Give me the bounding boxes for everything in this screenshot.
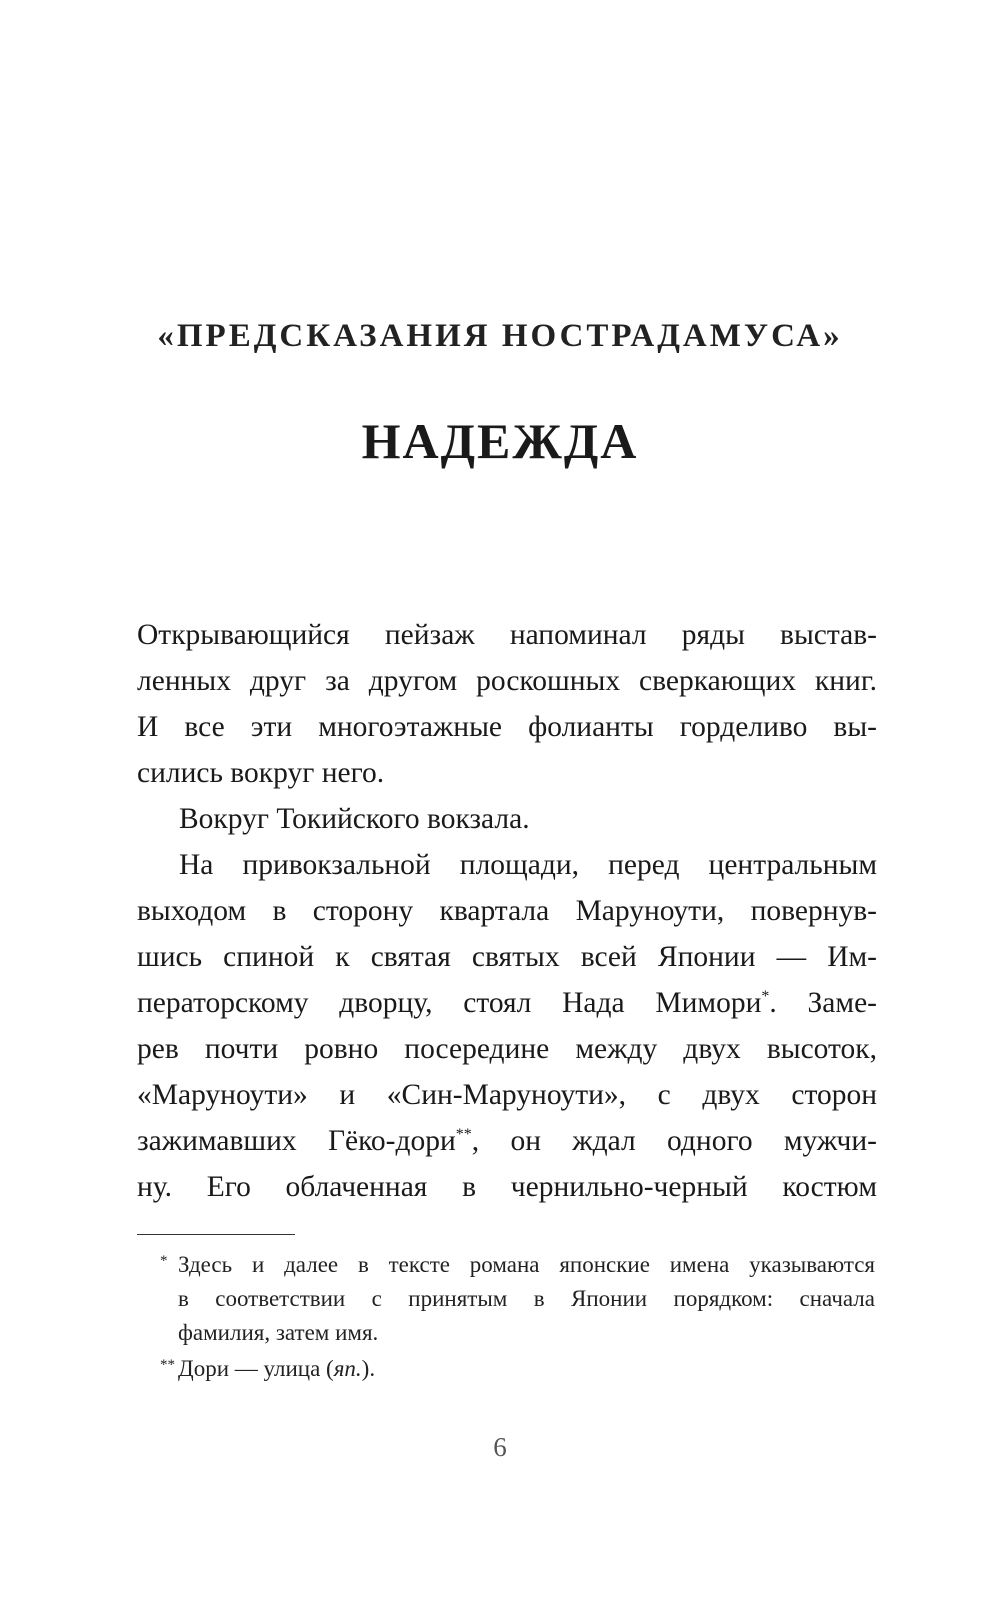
body-line: И все эти многоэтажные фолианты горделиво вы- bbox=[137, 711, 877, 743]
footnote-line: в соответствии с принятым в Японии порядком: сначала bbox=[178, 1286, 875, 1311]
footnotes bbox=[160, 1248, 875, 1386]
footnote-divider bbox=[137, 1234, 295, 1235]
body-line: ну. Его облаченная в чернильно-черный костюм bbox=[137, 1171, 877, 1203]
body-line: шись спиной к святая святых всей Японии — Им- bbox=[137, 941, 877, 973]
footnote-italic: яп. bbox=[333, 1356, 362, 1381]
footnote-text: ). bbox=[361, 1356, 376, 1381]
chapter-title: НАДЕЖДА bbox=[361, 413, 639, 469]
footnote-1 bbox=[160, 1248, 875, 1350]
footnote-mark: * bbox=[160, 1253, 168, 1269]
footnote-line: Здесь и далее в тексте романа японские имена указываются bbox=[178, 1252, 875, 1277]
body-line: На привокзальной площади, перед центральным bbox=[179, 849, 877, 881]
body-line: сились вокруг него. bbox=[137, 757, 385, 789]
body-line-part: зажимавших Гёко-дори bbox=[137, 1125, 456, 1157]
body-line: рев почти ровно посередине между двух высоток, bbox=[137, 1033, 877, 1065]
body-line-with-footnote bbox=[137, 980, 877, 1026]
footnote-line: фамилия, затем имя. bbox=[178, 1320, 379, 1345]
body-line-part: , он ждал одного мужчи- bbox=[471, 1125, 877, 1157]
body-text bbox=[137, 612, 877, 1210]
body-line: ленных друг за другом роскошных сверкающих книг. bbox=[137, 665, 877, 697]
footnote-ref-1: * bbox=[761, 988, 770, 1006]
body-line: выходом в сторону квартала Маруноути, повернув- bbox=[137, 895, 877, 927]
footnote-line bbox=[178, 1352, 875, 1386]
body-line: Вокруг Токийского вокзала. bbox=[179, 803, 530, 835]
body-line-with-footnote bbox=[137, 1118, 877, 1164]
body-line-part: ператорскому дворцу, стоял Нада Мимори bbox=[137, 987, 762, 1019]
part-title: «ПРЕДСКАЗАНИЯ НОСТРАДАМУСА» bbox=[157, 318, 843, 354]
footnote-ref-2: ** bbox=[455, 1126, 472, 1144]
page-number: 6 bbox=[493, 1432, 507, 1462]
footnote-text: Дори — улица ( bbox=[178, 1356, 334, 1381]
body-line-part: . Заме- bbox=[769, 987, 877, 1019]
footnote-2 bbox=[160, 1352, 875, 1386]
footnote-mark: ** bbox=[160, 1357, 175, 1373]
body-line: «Маруноути» и «Син-Маруноути», с двух сторон bbox=[137, 1079, 877, 1111]
body-line: Открывающийся пейзаж напоминал ряды выстав- bbox=[137, 619, 877, 651]
